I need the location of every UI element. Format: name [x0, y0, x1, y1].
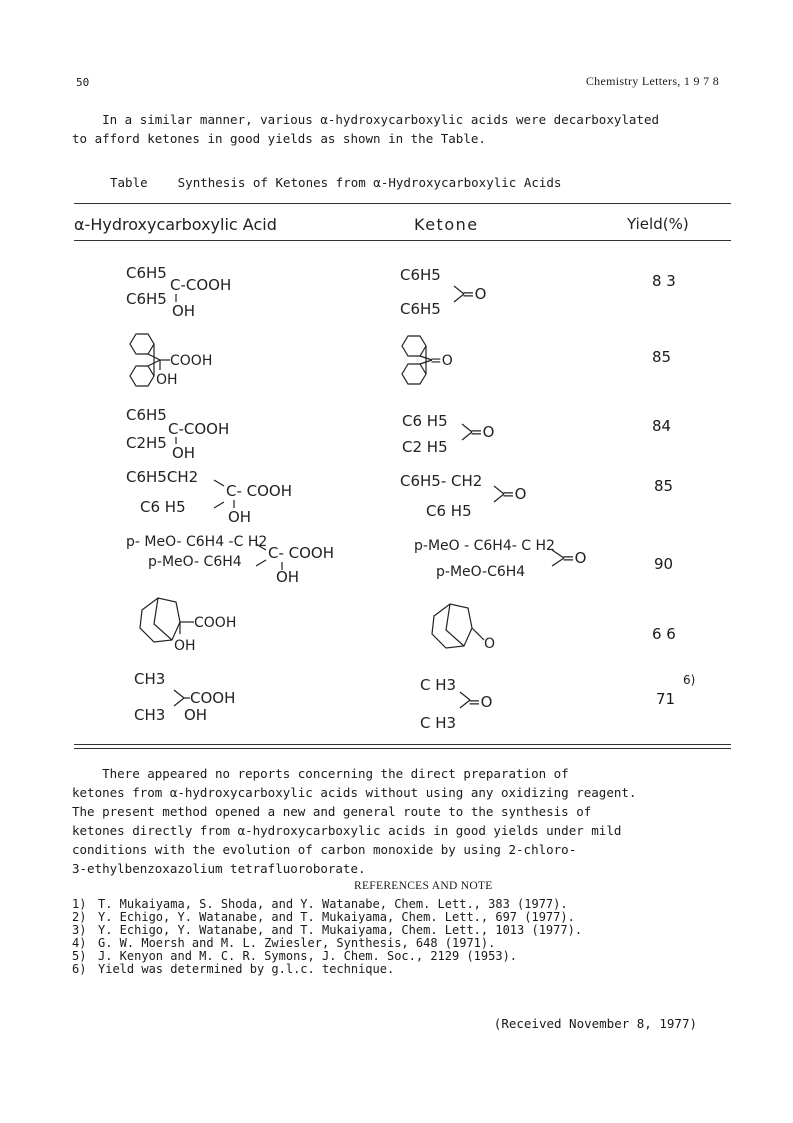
yield-value: 8 3 [652, 272, 676, 290]
body-line: 3-ethylbenzoxazolium tetrafluoroborate. [72, 861, 366, 876]
structure-ketone-row1 [396, 264, 516, 326]
acid-formula-text: C- COOH [268, 544, 335, 562]
acid-formula-text: OH [228, 508, 252, 526]
structure-acid-row6 [128, 594, 268, 656]
intro-paragraph [72, 110, 659, 148]
norbornane-ring-shape [140, 598, 180, 642]
yield-value: 85 [652, 348, 672, 366]
acid-formula-text: C2H5 [126, 434, 167, 452]
ketone-formula-text: C6H5- CH2 [400, 472, 483, 490]
references-heading: REFERENCES AND NOTE [354, 880, 493, 892]
ketone-formula-text: C6H5 [400, 300, 441, 318]
ketone-formula-text: =O [468, 693, 493, 711]
ketone-formula-text: C6H5 [400, 266, 441, 284]
acid-formula-text: CH3 [134, 706, 166, 724]
yield-value: 85 [654, 477, 674, 495]
acid-formula-text: C- COOH [226, 482, 293, 500]
acid-formula-text: C6 H5 [140, 498, 186, 516]
yield-footnote-mark: 6) [683, 673, 696, 687]
column-header-acid: α-Hydroxycarboxylic Acid [74, 215, 277, 234]
ketone-formula-text: p-MeO - C6H4- C H2 [414, 538, 555, 554]
ketone-formula-text: =O [470, 423, 495, 441]
benzene-ring-shape [402, 364, 426, 384]
acid-formula-text: OH [184, 706, 208, 724]
reference-number: 4) [72, 936, 87, 950]
reference-number: 3) [72, 923, 87, 937]
intro-line: In a similar manner, various α-hydroxycarboxylic acids were decarboxylated [72, 112, 659, 127]
reference-text: Yield was determined by g.l.c. technique. [98, 962, 395, 976]
acid-formula-text: COOH [170, 353, 213, 369]
ketone-formula-text: C H3 [420, 676, 457, 694]
intro-line: to afford ketones in good yields as shown in the Table. [72, 131, 486, 146]
acid-formula-text: OH [156, 372, 178, 388]
reference-number: 1) [72, 897, 87, 911]
acid-formula-text: C6H5 [126, 406, 167, 424]
bond-line [214, 502, 224, 508]
body-line: conditions with the evolution of carbon monoxide by using 2-chloro- [72, 842, 577, 857]
structure-acid-row7 [130, 668, 280, 730]
reference-text: Y. Echigo, Y. Watanabe, and T. Mukaiyama, Chem. Lett., 1013 (1977). [98, 923, 583, 937]
structure-ketone-row2 [396, 332, 486, 388]
structure-ketone-row5 [412, 534, 612, 582]
acid-formula-text: C6H5 [126, 264, 167, 282]
acid-formula-text: COOH [194, 615, 237, 631]
benzene-ring-shape [130, 334, 154, 354]
acid-formula-text: CH3 [134, 670, 166, 688]
bond-line [174, 698, 184, 706]
reference-item [72, 963, 582, 976]
acid-formula-text: OH [174, 638, 196, 654]
acid-formula-text: C-COOH [170, 276, 232, 294]
acid-formula-text: COOH [190, 689, 236, 707]
reference-number: 2) [72, 910, 87, 924]
yield-value: 71 [656, 690, 676, 708]
acid-formula-text: OH [276, 568, 300, 586]
body-line: ketones directly from α-hydroxycarboxylic acids in good yields under mild [72, 823, 622, 838]
reference-text: J. Kenyon and M. C. R. Symons, J. Chem. Soc., 2129 (1953). [98, 949, 518, 963]
bond-line [472, 628, 484, 640]
reference-text: T. Mukaiyama, S. Shoda, and Y. Watanabe, Chem. Lett., 383 (1977). [98, 897, 568, 911]
ketone-formula-text: C2 H5 [402, 438, 448, 456]
structure-acid-row5 [122, 530, 372, 592]
ketone-formula-text: C6 H5 [426, 502, 472, 520]
references-list [72, 898, 582, 976]
acid-formula-text: p-MeO- C6H4 [148, 554, 242, 570]
column-header-yield: Yield(%) [627, 215, 689, 233]
caption-title: Synthesis of Ketones from α-Hydroxycarboxylic Acids [177, 175, 562, 190]
table-top-rule [74, 203, 731, 204]
ketone-formula-text: =O [502, 485, 527, 503]
structure-ketone-row4 [398, 470, 538, 522]
ketone-formula-text: O [484, 636, 496, 652]
bridge-bond-shape [446, 604, 464, 646]
ketone-formula-text: C H3 [420, 714, 457, 732]
structure-acid-row4 [122, 466, 322, 528]
body-paragraph [72, 764, 636, 878]
table-bottom-rule-double [74, 748, 731, 749]
received-date: (Received November 8, 1977) [493, 1016, 697, 1031]
benzene-ring-shape [402, 336, 426, 356]
column-header-ketone: Ketone [414, 215, 479, 234]
acid-formula-text: C-COOH [168, 420, 230, 438]
ketone-formula-text: p-MeO-C6H4 [436, 564, 526, 580]
ketone-formula-text: =O [562, 549, 587, 567]
structure-acid-row3 [122, 404, 292, 462]
bond-line [256, 560, 266, 566]
body-line: There appeared no reports concerning the direct preparation of [72, 766, 569, 781]
acid-formula-text: p- MeO- C6H4 -C H2 [126, 534, 268, 550]
table-bottom-rule [74, 744, 731, 745]
yield-value: 90 [654, 555, 674, 573]
norbornane-ring-shape [432, 604, 472, 648]
acid-formula-text: C6H5 [126, 290, 167, 308]
reference-text: Y. Echigo, Y. Watanabe, and T. Mukaiyama, Chem. Lett., 697 (1977). [98, 910, 575, 924]
acid-formula-text: OH [172, 444, 196, 462]
structure-ketone-row6 [424, 600, 524, 656]
reference-number: 6) [72, 962, 87, 976]
body-line: The present method opened a new and general route to the synthesis of [72, 804, 592, 819]
bridge-bond-shape [154, 598, 172, 640]
ketone-formula-text: =O [462, 285, 487, 303]
benzene-ring-shape [130, 366, 154, 386]
yield-value: 84 [652, 417, 672, 435]
bond-line [174, 690, 184, 698]
caption-label: Table [110, 175, 148, 190]
acid-formula-text: OH [172, 302, 196, 320]
structure-acid-row2 [116, 328, 266, 392]
reference-text: G. W. Moersh and M. L. Zwiesler, Synthesis, 648 (1971). [98, 936, 496, 950]
structure-ketone-row3 [400, 410, 520, 460]
acid-formula-text: C6H5CH2 [126, 468, 199, 486]
ketone-formula-text: C6 H5 [402, 412, 448, 430]
bond-line [214, 480, 224, 486]
table-caption [110, 175, 561, 190]
page-number: 50 [76, 76, 90, 89]
structure-ketone-row7 [416, 672, 516, 732]
yield-value: 6 6 [652, 625, 676, 643]
structure-acid-row1 [122, 258, 292, 320]
reference-number: 5) [72, 949, 87, 963]
ketone-formula-text: =O [430, 353, 453, 369]
body-line: ketones from α-hydroxycarboxylic acids without using any oxidizing reagent. [72, 785, 637, 800]
table-header-rule [74, 240, 731, 241]
journal-header: Chemistry Letters, 1 9 7 8 [585, 74, 719, 88]
